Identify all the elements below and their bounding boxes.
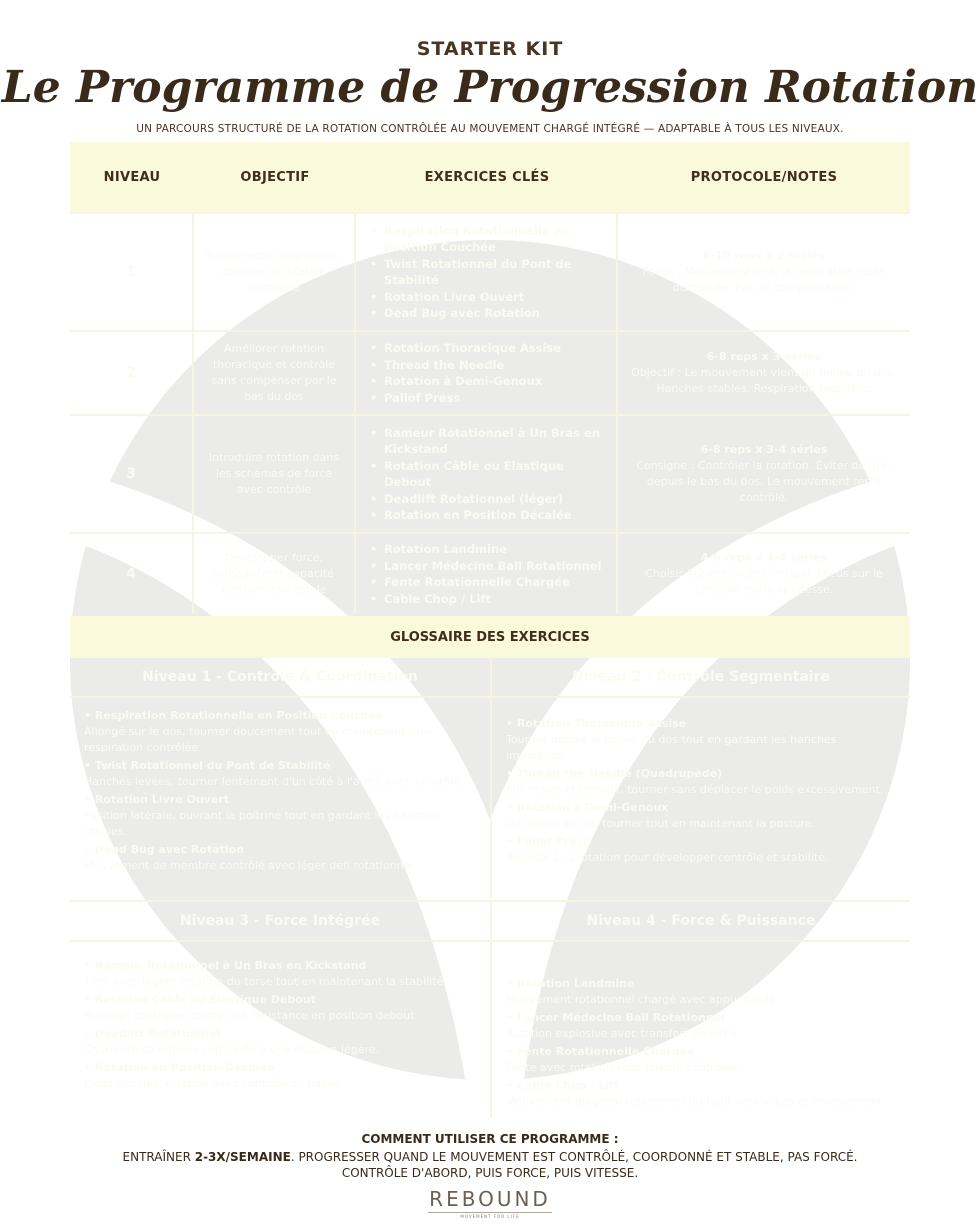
exercise-item: • Rotation à Demi-Genoux <box>370 373 561 390</box>
glossary-item-name: • Respiration Rotationnelle en Position Couchée <box>84 708 480 724</box>
exercise-item: • Cable Chop / Lift <box>370 591 601 608</box>
page-subtitle: UN PARCOURS STRUCTURÉ DE LA ROTATION CONTRÔLÉE AU MOUVEMENT CHARGÉ INTÉGRÉ — ADAPTABLE À TOUS LES NIVEAUX. <box>136 123 844 135</box>
glossary-item-desc: Résister à la rotation pour développer contrôle et stabilité. <box>506 851 829 864</box>
glossary-item-desc: Allongé sur le dos, tourner doucement tout en maintenant une respiration contrôlée. <box>84 725 430 754</box>
usage-frequency: 2-3X/SEMAINE <box>194 1150 291 1164</box>
glossary-grid <box>70 658 910 1124</box>
protocol-cell <box>618 534 910 614</box>
glossary-item-name: • Thread the Needle (Quadrupède) <box>506 766 900 782</box>
glossary-item <box>506 834 900 866</box>
table-header <box>70 142 910 212</box>
glossary-item-name: • Rotation Landmine <box>506 976 900 992</box>
glossary-section-level-2 <box>490 658 910 898</box>
level-cell: 2 <box>70 332 194 414</box>
column-header-level: NIVEAU <box>103 169 161 185</box>
brand-logo <box>0 1187 980 1219</box>
glossary-item-desc: Sur mains et genoux, tourner sans déplacer le poids excessivement. <box>506 783 884 796</box>
exercise-item: • Rotation en Position Décalée <box>370 507 606 524</box>
protocol-dosage: 6-10 reps x 2 séries <box>702 249 826 262</box>
glossary-section-body <box>492 698 910 898</box>
usage-heading: COMMENT UTILISER CE PROGRAMME : <box>361 1132 619 1146</box>
exercise-item: • Deadlift Rotationnel (léger) <box>370 491 606 508</box>
exercises-cell <box>356 416 618 532</box>
level-cell: 1 <box>70 214 194 330</box>
glossary-item-name: • Fente Rotationnelle Chargée <box>506 1044 900 1060</box>
glossary-item <box>506 766 900 798</box>
glossary-item-name: • Rameur Rotationnel à Un Bras en Kickstand <box>84 958 480 974</box>
glossary-item-name: • Rotation Câble ou Élastique Debout <box>84 992 480 1008</box>
table-row <box>70 212 910 330</box>
exercises-cell <box>356 214 618 330</box>
logo-divider <box>428 1212 552 1213</box>
brand-name: REBOUND <box>429 1187 551 1211</box>
glossary-section-heading: Niveau 1 - Contrôle & Coordination <box>70 658 490 698</box>
protocol-note: Objectif : Le mouvement vient du milieu du dos. Hanches stables. Respiration régulière. <box>631 366 897 395</box>
exercise-item: • Thread the Needle <box>370 357 561 374</box>
glossary-item-desc: Mouvement de membre contrôlé avec léger défi rotationnel. <box>84 859 417 872</box>
glossary-section-level-1 <box>70 658 490 898</box>
glossary-item-desc: Mouvement rotationnel chargé avec appui solide. <box>506 993 780 1006</box>
glossary-item-desc: Tourner depuis le milieu du dos tout en gardant les hanches immobiles. <box>506 733 837 762</box>
exercises-cell <box>356 534 618 614</box>
exercise-item: • Rotation Thoracique Assise <box>370 340 561 357</box>
level-cell: 4 <box>70 534 194 614</box>
column-header-exercises: EXERCICES CLÉS <box>424 169 550 185</box>
glossary-section-heading: Niveau 2 - Contrôle Segmentaire <box>492 658 910 698</box>
kicker: STARTER KIT <box>416 38 564 60</box>
glossary-item <box>84 1026 480 1058</box>
glossary-item-name: • Rotation Thoracique Assise <box>506 716 900 732</box>
objective-cell: Introduire rotation dans les schémas de force avec contrôle <box>194 416 356 532</box>
exercise-item: • Rotation Livre Ouvert <box>370 289 606 306</box>
glossary-item-desc: Pieds décalés, rotation avec contrôle du bassin. <box>84 1077 347 1090</box>
glossary-item <box>84 708 480 756</box>
glossary-item <box>84 792 480 840</box>
glossary-item <box>506 976 900 1008</box>
usage-line2: CONTRÔLE D'ABORD, PUIS FORCE, PUIS VITESSE. <box>341 1166 639 1180</box>
glossary-item <box>84 758 480 790</box>
glossary-section-heading: Niveau 4 - Force & Puissance <box>492 902 910 942</box>
glossary-item-desc: Rotation explosive avec transfert de force. <box>506 1027 741 1040</box>
glossary-item-name: • Rotation à Demi-Genoux <box>506 800 900 816</box>
brand-tagline: MOVEMENT FOR LIFE <box>460 1214 520 1219</box>
table-row <box>70 532 910 614</box>
glossary-item-name: • Pallof Press <box>506 834 900 850</box>
exercise-item: • Rameur Rotationnel à Un Bras en Kickstand <box>370 425 606 458</box>
protocol-dosage: 4-6 reps x 3-4 séries <box>700 551 828 564</box>
glossary-item-name: • Rotation en Position Décalée <box>84 1060 480 1076</box>
glossary-item <box>84 1060 480 1092</box>
objective-cell: Améliorer rotation thoracique et contrôle sans compenser par le bas du dos <box>194 332 356 414</box>
protocol-note: Choisir 1-2 exercices principal. Focus sur le contrôle avant la vitesse. <box>645 567 883 596</box>
glossary-item-desc: Charnière de hanche combinée à une rotation légère. <box>84 1043 380 1056</box>
level-cell: 3 <box>70 416 194 532</box>
glossary-section-level-4 <box>490 900 910 1118</box>
glossary-section-body <box>492 942 910 1118</box>
glossary-section-level-3 <box>70 900 490 1100</box>
protocol-cell <box>618 416 910 532</box>
column-header-objective: OBJECTIF <box>240 169 310 185</box>
column-header-protocol: PROTOCOLE/NOTES <box>690 169 838 185</box>
glossary-item <box>84 958 480 990</box>
table-row <box>70 414 910 532</box>
glossary-item-desc: Tirer avec légère rotation du torse tout en maintenant la stabilité. <box>84 975 447 988</box>
glossary-item-desc: Hanches levées, tourner lentement d'un côté à l'autre avec contrôle. <box>84 775 464 788</box>
page-title: Le Programme de Progression Rotation <box>1 62 979 113</box>
protocol-note: Consigne : Contrôler la rotation. Éviter de tirer depuis le bas du dos. Le mouvement reste contrôlé. <box>636 459 892 504</box>
exercise-item: • Fente Rotationnelle Chargée <box>370 574 601 591</box>
glossary-item <box>84 992 480 1024</box>
protocol-cell <box>618 332 910 414</box>
exercise-item: • Lancer Médecine Ball Rotationnel <box>370 558 601 575</box>
exercise-item: • Dead Bug avec Rotation <box>370 305 606 322</box>
glossary-section-body <box>70 698 490 898</box>
protocol-dosage: 6-8 reps x 3 séries <box>706 350 822 363</box>
glossary-item-desc: Mouvement diagonal rotationnel du haut vers le bas et inversement. <box>506 1095 886 1108</box>
protocol-note: Focus : Mouvement lent, la respiration reste distribuée. Pas de compensation. <box>642 265 886 294</box>
glossary-item-desc: Fente avec rotation sous charge contrôlée. <box>506 1061 742 1074</box>
glossary-item-desc: Position latérale, ouvrant la poitrine tout en gardant les hanches stables. <box>84 809 440 838</box>
protocol-cell <box>618 214 910 330</box>
glossary-item-desc: Un genou au sol, tourner tout en maintenant la posture. <box>506 817 815 830</box>
glossary-item-name: • Rotation Livre Ouvert <box>84 792 480 808</box>
glossary-section-body <box>70 942 490 1100</box>
usage-line1-pre: ENTRAÎNER <box>122 1150 195 1164</box>
usage-text <box>0 1149 980 1181</box>
objective-cell: Développer force, puissance et capacité rotationnelle totale <box>194 534 356 614</box>
objective-cell: Reconnecter respiration, colonne et rotation contrôlée <box>194 214 356 330</box>
glossary-item <box>506 1078 900 1110</box>
glossary-item-name: • Cable Chop / Lift <box>506 1078 900 1094</box>
glossary-item <box>506 716 900 764</box>
exercise-item: • Respiration Rotationnelle en Position Couchée <box>370 223 606 256</box>
glossary-item <box>506 1010 900 1042</box>
glossary-item-name: • Deadlift Rotationnel <box>84 1026 480 1042</box>
glossary-item <box>506 800 900 832</box>
glossary-item-desc: Rotation contrôlée contre une résistance en position debout. <box>84 1009 418 1022</box>
exercise-item: • Rotation Câble ou Élastique Debout <box>370 458 606 491</box>
protocol-dosage: 6-8 reps x 3-4 séries <box>700 443 828 456</box>
exercise-item: • Rotation Landmine <box>370 541 601 558</box>
glossary-item <box>506 1044 900 1076</box>
glossary-section-heading: Niveau 3 - Force Intégrée <box>70 902 490 942</box>
glossary-item <box>84 842 480 874</box>
glossary-item-name: • Dead Bug avec Rotation <box>84 842 480 858</box>
exercises-cell <box>356 332 618 414</box>
exercise-item: • Pallof Press <box>370 390 561 407</box>
progression-table <box>70 142 910 614</box>
exercise-item: • Twist Rotationnel du Pont de Stabilité <box>370 256 606 289</box>
glossary-item-name: • Lancer Médecine Ball Rotationnel <box>506 1010 900 1026</box>
table-row <box>70 330 910 414</box>
glossary-item-name: • Twist Rotationnel du Pont de Stabilité <box>84 758 480 774</box>
glossary-title: GLOSSAIRE DES EXERCICES <box>70 616 910 658</box>
usage-line1-post: . PROGRESSER QUAND LE MOUVEMENT EST CONTRÔLÉ, COORDONNÉ ET STABLE, PAS FORCÉ. <box>290 1150 858 1164</box>
